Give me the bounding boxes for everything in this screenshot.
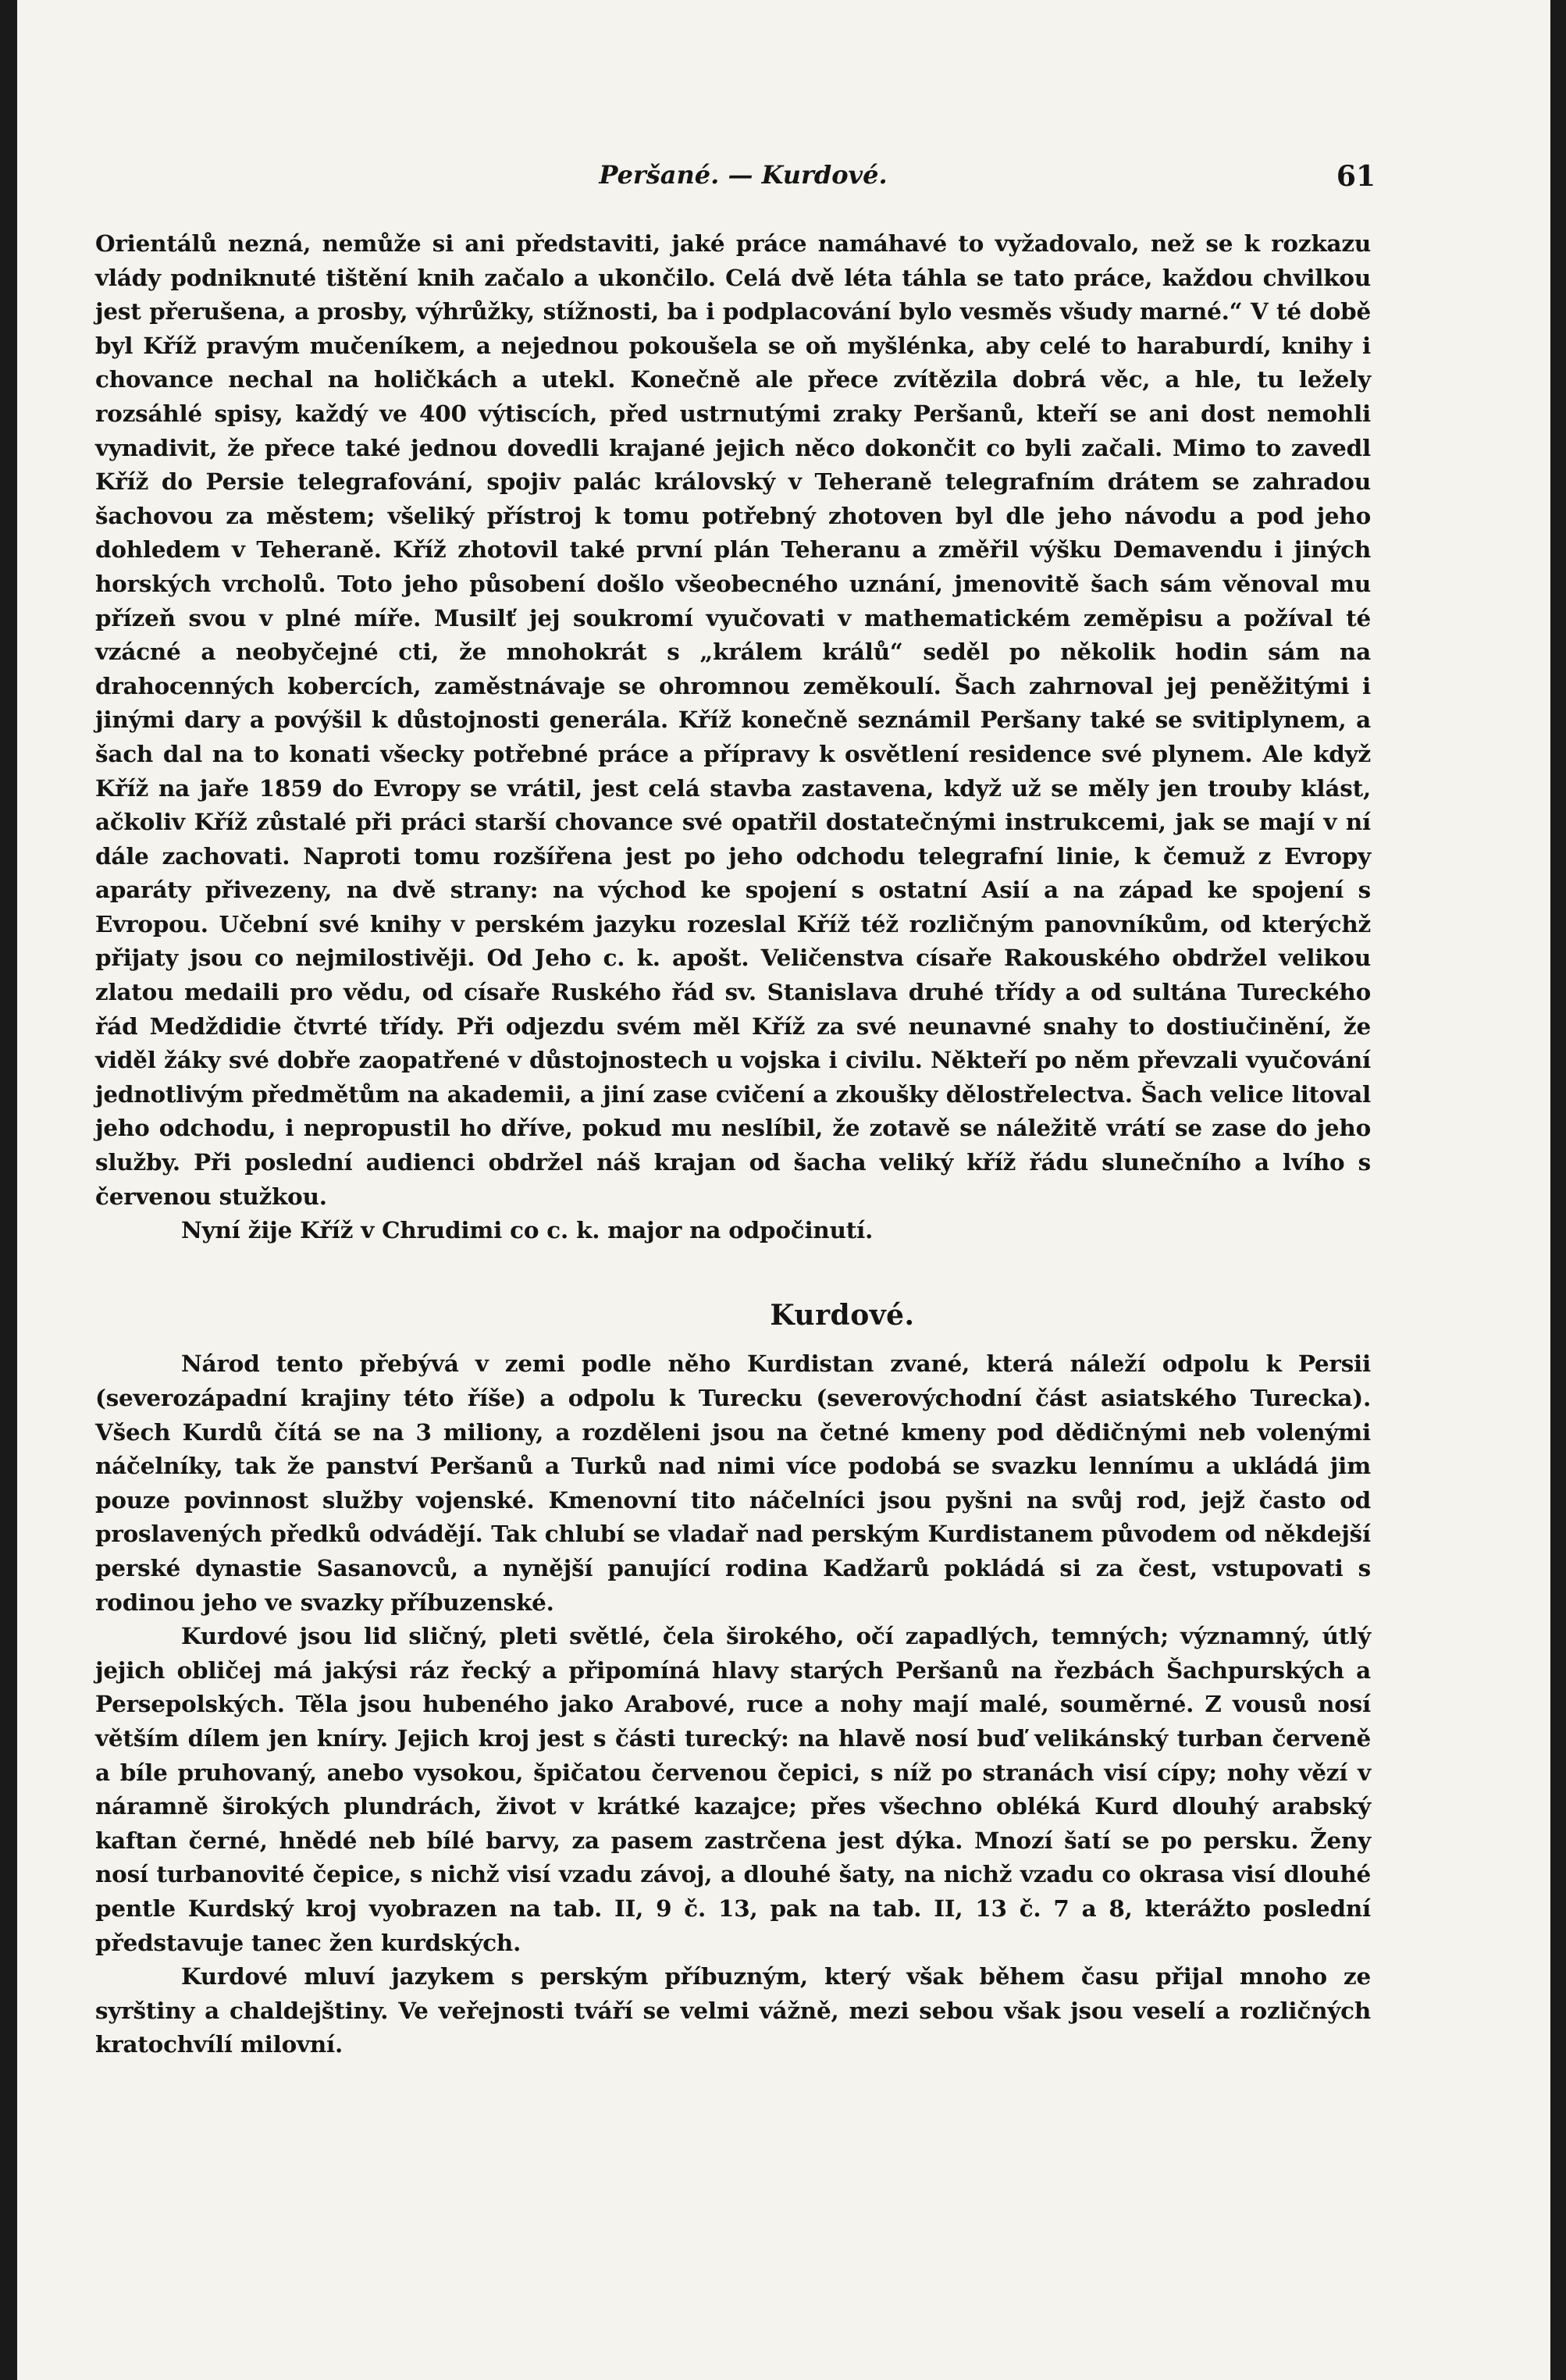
- page-number: 61: [1336, 160, 1376, 193]
- kurdove-paragraph-3: Kurdové mluví jazykem s perským příbuzným, který však během času přijal mnoho ze syrštiny a chaldejštiny. Ve veřejnosti tváří se velmi vážně, mezi sebou však jsou veselí a rozličných kratochvílí milovní.: [95, 1962, 1371, 2058]
- kurdove-paragraph-1: Národ tento přebývá v zemi podle něho Kurdistan zvané, která náleží odpolu k Persii (severozápadní krajiny této říše) a odpolu k Turecku (severovýchodní část asiatského Turecka). Všech Kurdů čítá se na 3 miliony, a rozděleni jsou na četné kmeny pod dědičnými neb volenými náčelníky, tak že panství Peršanů a Turků nad nimi více podobá se svazku lennímu a ukládá jim pouze povinnost služby vojenské. Kmenovní tito náčelníci jsou pyšni na svůj rod, jejž často od proslavených předků odvádějí. Tak chlubí se vladař nad perským Kurdistanem původem od někdejší perské dynastie Sasanovců, a nynější panující rodina Kadžarů pokládá si za čest, vstupovati s rodinou jeho ve svazky příbuzenské.: [95, 1350, 1371, 1616]
- running-title: Peršané. — Kurdové.: [599, 160, 888, 190]
- running-header: [111, 160, 1376, 199]
- section-heading-kurdove: Kurdové.: [770, 1298, 915, 1332]
- continued-paragraph: Orientálů nezná, nemůže si ani představiti, jaké práce namáhavé to vyžadovalo, než se k rozkazu vlády podniknuté tištění knih začalo a ukončilo. Celá dvě léta táhla se tato práce, každou chvilkou jest přerušena, a prosby, výhrůžky, stížnosti, ba i podplacování bylo vesměs všudy marné.“ V té době byl Kříž pravým mučeníkem, a nejednou pokoušela se oň myšlénka, aby celé to haraburdí, knihy i chovance nechal na holičkách a utekl. Konečně ale přece zvítězila dobrá věc, a hle, tu ležely rozsáhlé spisy, každý ve 400 výtiscích, před ustrnutými zraky Peršanů, kteří se ani dost nemohli vynadivit, že přece také jednou dovedli krajané jejich něco dokončit co byli začali. Mimo to zavedl Kříž do Persie telegrafování, spojiv palác královský v Teheraně telegrafním drátem se zahradou šachovou za městem; všeliký přístroj k tomu potřebný zhotoven byl dle jeho návodu a pod jeho dohledem v Teheraně. Kříž zhotovil také první plán Teheranu a změřil výšku Demavendu i jiných horských vrcholů. Toto jeho působení došlo všeobecného uznání, jmenovitě šach sám věnoval mu přízeň svou v plné míře. Musilť jej soukromí vyučovati v mathematickém zeměpisu a požíval té vzácné a neobyčejné cti, že mnohokrát s „králem králů“ seděl po několik hodin sám na drahocenných kobercích, zaměstnávaje se ohromnou zeměkoulí. Šach zahrnoval jej peněžitými i jinými dary a povýšil k důstojnosti generála. Kříž konečně seznámil Peršany také se svitiplynem, a šach dal na to konati všecky potřebné práce a přípravy k osvětlení residence své plynem. Ale když Kříž na jaře 1859 do Evropy se vrátil, jest celá stavba zastavena, když už se měly jen trouby klást, ačkoliv Kříž zůstalé při práci starší chovance své opatřil dostatečnými instrukcemi, jak se mají v ní dále zachovati. Naproti tomu rozšířena jest po jeho odchodu telegrafní linie, k čemuž z Evropy aparáty přivezeny, na dvě strany: na východ ke spojení s ostatní Asií a na západ ke spojení s Evropou. Učební své knihy v perském jazyku rozeslal Kříž též rozličným panovníkům, od kterýchž přijaty jsou co nejmilostivěji. Od Jeho c. k. apošt. Veličenstva císaře Rakouského obdržel velikou zlatou medaili pro vědu, od císaře Ruského řád sv. Stanislava druhé třídy a od sultána Tureckého řád Medždidie čtvrté třídy. Při odjezdu svém měl Kříž za své neunavné snahy to dostiučinění, že viděl žáky své dobře zaopatřené v důstojnostech u vojska i civilu. Někteří po něm převzali vyučování jednotlivým předmětům na akademii, a jiní zase cvičení a zkoušky dělostřelectva. Šach velice litoval jeho odchodu, i nepropustil ho dříve, pokud mu neslíbil, že zotavě se náležitě vrátí se zase do jeho služby. Při poslední audienci obdržel náš krajan od šacha veliký kříž řádu slunečního a lvího s červenou stužkou.: [95, 229, 1371, 1210]
- kurdove-paragraph-2: Kurdové jsou lid sličný, pleti světlé, čela širokého, očí zapadlých, temných; významný, útlý jejich obličej má jakýsi ráz řecký a připomíná hlavy starých Peršanů na řezbách Šachpurských a Persepolských. Těla jsou hubeného jako Arabové, ruce a nohy mají malé, souměrné. Z vousů nosí větším dílem jen kníry. Jejich kroj jest s části turecký: na hlavě nosí buď velikánský turban červeně a bíle pruhovaný, anebo vysokou, špičatou červenou čepici, s níž po stranách visí cípy; nohy vězí v náramně širokých plundrách, život v krátké kazajce; přes všechno obléká Kurd dlouhý arabský kaftan černé, hnědé neb bílé barvy, za pasem zastrčena jest dýka. Mnozí šatí se po persku. Ženy nosí turbanovité čepice, s nichž visí vzadu závoj, a dlouhé šaty, na nichž vzadu co okrasa visí dlouhé pentle Kurdský kroj vyobrazen na tab. II, 9 č. 13, pak na tab. II, 13 č. 7 a 8, kterážto poslední představuje tanec žen kurdských.: [95, 1622, 1371, 1956]
- book-page: [17, 0, 1550, 2380]
- closing-paragraph: Nyní žije Kříž v Chrudimi co c. k. major na odpočinutí.: [181, 1216, 874, 1244]
- main-text: [95, 226, 1371, 2062]
